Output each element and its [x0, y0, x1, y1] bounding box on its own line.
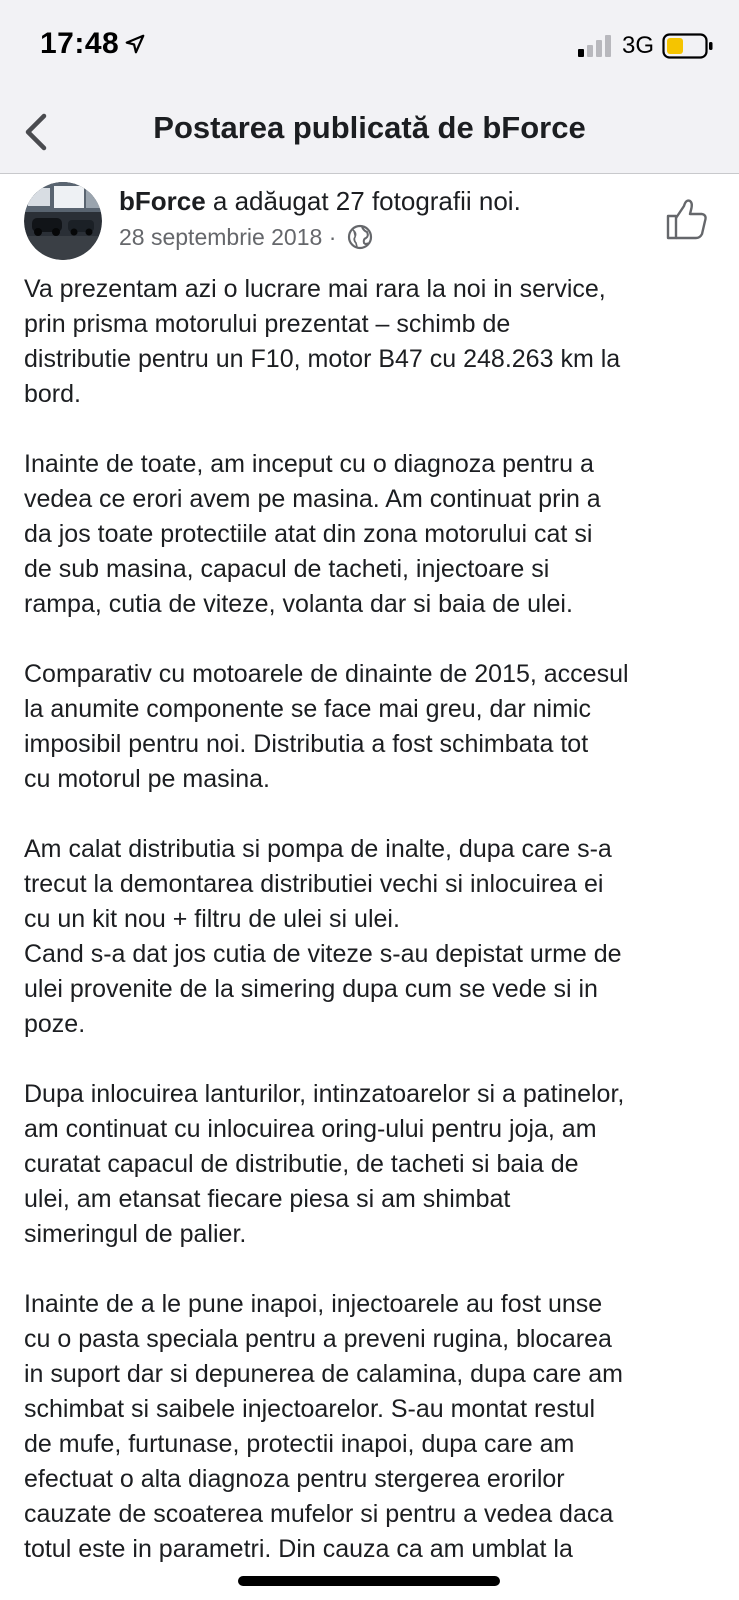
- battery-low-icon: [662, 33, 714, 59]
- post-date[interactable]: 28 septembrie 2018: [119, 224, 323, 250]
- navigation-bar: [0, 90, 739, 174]
- post-paragraph: Va prezentam azi o lucrare mai rara la noi in service, prin prisma motorului prezentat – schimb de distributie pentru un F10, motor B47 cu 248.263 km la bord.: [24, 275, 621, 408]
- post-paragraph: Comparativ cu motoarele de dinainte de 2015, accesul la anumite componente se face mai greu, dar nimic imposibil pentru noi. Distributia a fost schimbata tot cu motorul pe masina.: [24, 660, 629, 793]
- post-action: a adăugat 27 fotografii noi.: [205, 186, 521, 216]
- like-button[interactable]: [664, 196, 710, 242]
- location-arrow-icon: [124, 33, 146, 55]
- cellular-signal-icon: [578, 35, 614, 57]
- post-meta: [119, 224, 373, 251]
- post-paragraph: Inainte de toate, am inceput cu o diagnoza pentru a vedea ce erori avem pe masina. Am continuat prin a da jos toate protectiile atat din zona motorului cat si de sub masina, capacul de tacheti, injectoare si rampa, cutia de viteze, volanta dar si baia de ulei.: [24, 450, 601, 618]
- globe-icon: [347, 224, 373, 250]
- status-time: 17:48: [40, 27, 120, 60]
- post-body: [24, 272, 724, 1600]
- meta-separator: ·: [328, 224, 337, 250]
- home-indicator[interactable]: [238, 1576, 500, 1586]
- post-paragraph: Am calat distributia si pompa de inalte, dupa care s-a trecut la demontarea distributiei vechi si inlocuirea ei cu un kit nou + filtru de ulei si ulei. Cand s-a dat jos cutia de viteze s-au depistat urme de ulei provenite de la simering dupa cum se vede si in poze.: [24, 835, 622, 1038]
- status-bar: [0, 0, 739, 90]
- page-title: Postarea publicată de bForce: [153, 110, 586, 145]
- author-name[interactable]: bForce: [119, 186, 206, 216]
- post-paragraph: Dupa inlocuirea lanturilor, intinzatoarelor si a patinelor, am continuat cu inlocuirea oring-ului pentru joja, am curatat capacul de distributie, de tacheti si baia de ulei, am etansat fiecare piesa si am shimbat simeringul de palier.: [24, 1080, 625, 1248]
- network-type: 3G: [622, 32, 655, 59]
- post-author-line: [119, 186, 521, 217]
- post-paragraph: Inainte de a le pune inapoi, injectoarele au fost unse cu o pasta speciala pentru a preveni rugina, blocarea in suport dar si depunerea de calamina, dupa care am schimbat si saibele injectoarelor. S-au montat restul de mufe, furtunase, protectii inapoi, dupa care am efectuat o alta diagnoza pentru stergerea erorilor cauzate de scoaterea mufelor si pentru a vedea daca totul este in parametri. Din cauza ca am umblat la: [24, 1290, 623, 1563]
- post-header: [24, 182, 714, 264]
- author-avatar[interactable]: [24, 182, 102, 260]
